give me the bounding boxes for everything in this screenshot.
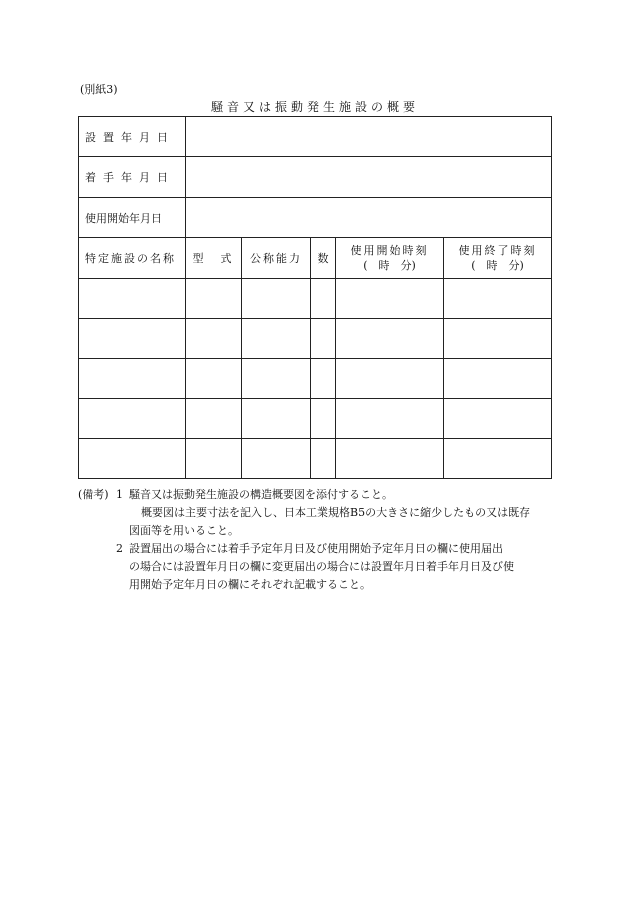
remark-1 xyxy=(78,486,558,504)
count-cell[interactable] xyxy=(311,279,336,319)
form-title: 騒音又は振動発生施設の概要 xyxy=(210,100,419,114)
facility-name-cell[interactable] xyxy=(79,439,186,479)
model-cell[interactable] xyxy=(186,399,242,439)
use-end-time-cell[interactable] xyxy=(444,399,552,439)
model-cell[interactable] xyxy=(186,439,242,479)
start-work-date-label: 着手年月日 xyxy=(79,157,186,198)
model-cell[interactable] xyxy=(186,319,242,359)
use-end-time-cell[interactable] xyxy=(444,359,552,399)
remark-1-line-3: 図面等を用いること。 xyxy=(129,524,239,537)
facility-name-cell[interactable] xyxy=(79,279,186,319)
remark-2-line-2: の場合には設置年月日の欄に変更届出の場合には設置年月日着手年月日及び使 xyxy=(129,560,514,573)
facility-row xyxy=(79,439,552,479)
count-cell[interactable] xyxy=(311,399,336,439)
remark-1-number: 1 xyxy=(116,488,123,501)
facility-name-cell[interactable] xyxy=(79,319,186,359)
use-start-date-label: 使用開始年月日 xyxy=(79,198,186,238)
remarks xyxy=(78,486,558,594)
install-date-field[interactable] xyxy=(186,117,552,157)
facility-name-cell[interactable] xyxy=(79,359,186,399)
use-start-time-cell[interactable] xyxy=(336,279,444,319)
use-start-time-cell[interactable] xyxy=(336,319,444,359)
rated-capacity-header: 公称能力 xyxy=(242,238,311,279)
facility-name-cell[interactable] xyxy=(79,399,186,439)
rated-capacity-cell[interactable] xyxy=(242,399,311,439)
start-work-date-field[interactable] xyxy=(186,157,552,198)
remark-1-line-1: 騒音又は振動発生施設の構造概要図を添付すること。 xyxy=(129,488,393,501)
remark-1-line-2: 概要図は主要寸法を記入し、日本工業規格B5の大きさに縮少したもの又は既存 xyxy=(141,506,531,519)
remark-2-number: 2 xyxy=(116,542,123,555)
rated-capacity-cell[interactable] xyxy=(242,439,311,479)
facility-table xyxy=(78,116,552,479)
count-cell[interactable] xyxy=(311,319,336,359)
use-end-time-unit: ( 時 分) xyxy=(471,259,524,272)
use-start-time-cell[interactable] xyxy=(336,439,444,479)
count-header: 数 xyxy=(311,238,336,279)
count-cell[interactable] xyxy=(311,439,336,479)
remark-2 xyxy=(78,540,558,558)
rated-capacity-cell[interactable] xyxy=(242,359,311,399)
use-end-time-cell[interactable] xyxy=(444,319,552,359)
remarks-label: (備考) xyxy=(78,488,109,501)
model-cell[interactable] xyxy=(186,359,242,399)
use-end-time-header xyxy=(444,238,552,279)
use-start-time-unit: ( 時 分) xyxy=(363,259,416,272)
use-start-time-cell[interactable] xyxy=(336,399,444,439)
facility-row xyxy=(79,359,552,399)
facility-name-header: 特定施設の名称 xyxy=(79,238,186,279)
model-header: 型 式 xyxy=(186,238,242,279)
remark-2-line-1: 設置届出の場合には着手予定年月日及び使用開始予定年月日の欄に使用届出 xyxy=(129,542,503,555)
install-date-label: 設置年月日 xyxy=(79,117,186,157)
count-cell[interactable] xyxy=(311,359,336,399)
facility-row xyxy=(79,319,552,359)
use-start-date-field[interactable] xyxy=(186,198,552,238)
facility-row xyxy=(79,399,552,439)
remark-2-line-3: 用開始予定年月日の欄にそれぞれ記載すること。 xyxy=(129,578,371,591)
rated-capacity-cell[interactable] xyxy=(242,279,311,319)
rated-capacity-cell[interactable] xyxy=(242,319,311,359)
model-cell[interactable] xyxy=(186,279,242,319)
use-end-time-label: 使用終了時刻 xyxy=(458,244,537,257)
use-start-time-header xyxy=(336,238,444,279)
use-start-time-cell[interactable] xyxy=(336,359,444,399)
facility-row xyxy=(79,279,552,319)
use-end-time-cell[interactable] xyxy=(444,279,552,319)
use-end-time-cell[interactable] xyxy=(444,439,552,479)
use-start-time-label: 使用開始時刻 xyxy=(350,244,429,257)
annex-label: (別紙3) xyxy=(80,83,118,96)
